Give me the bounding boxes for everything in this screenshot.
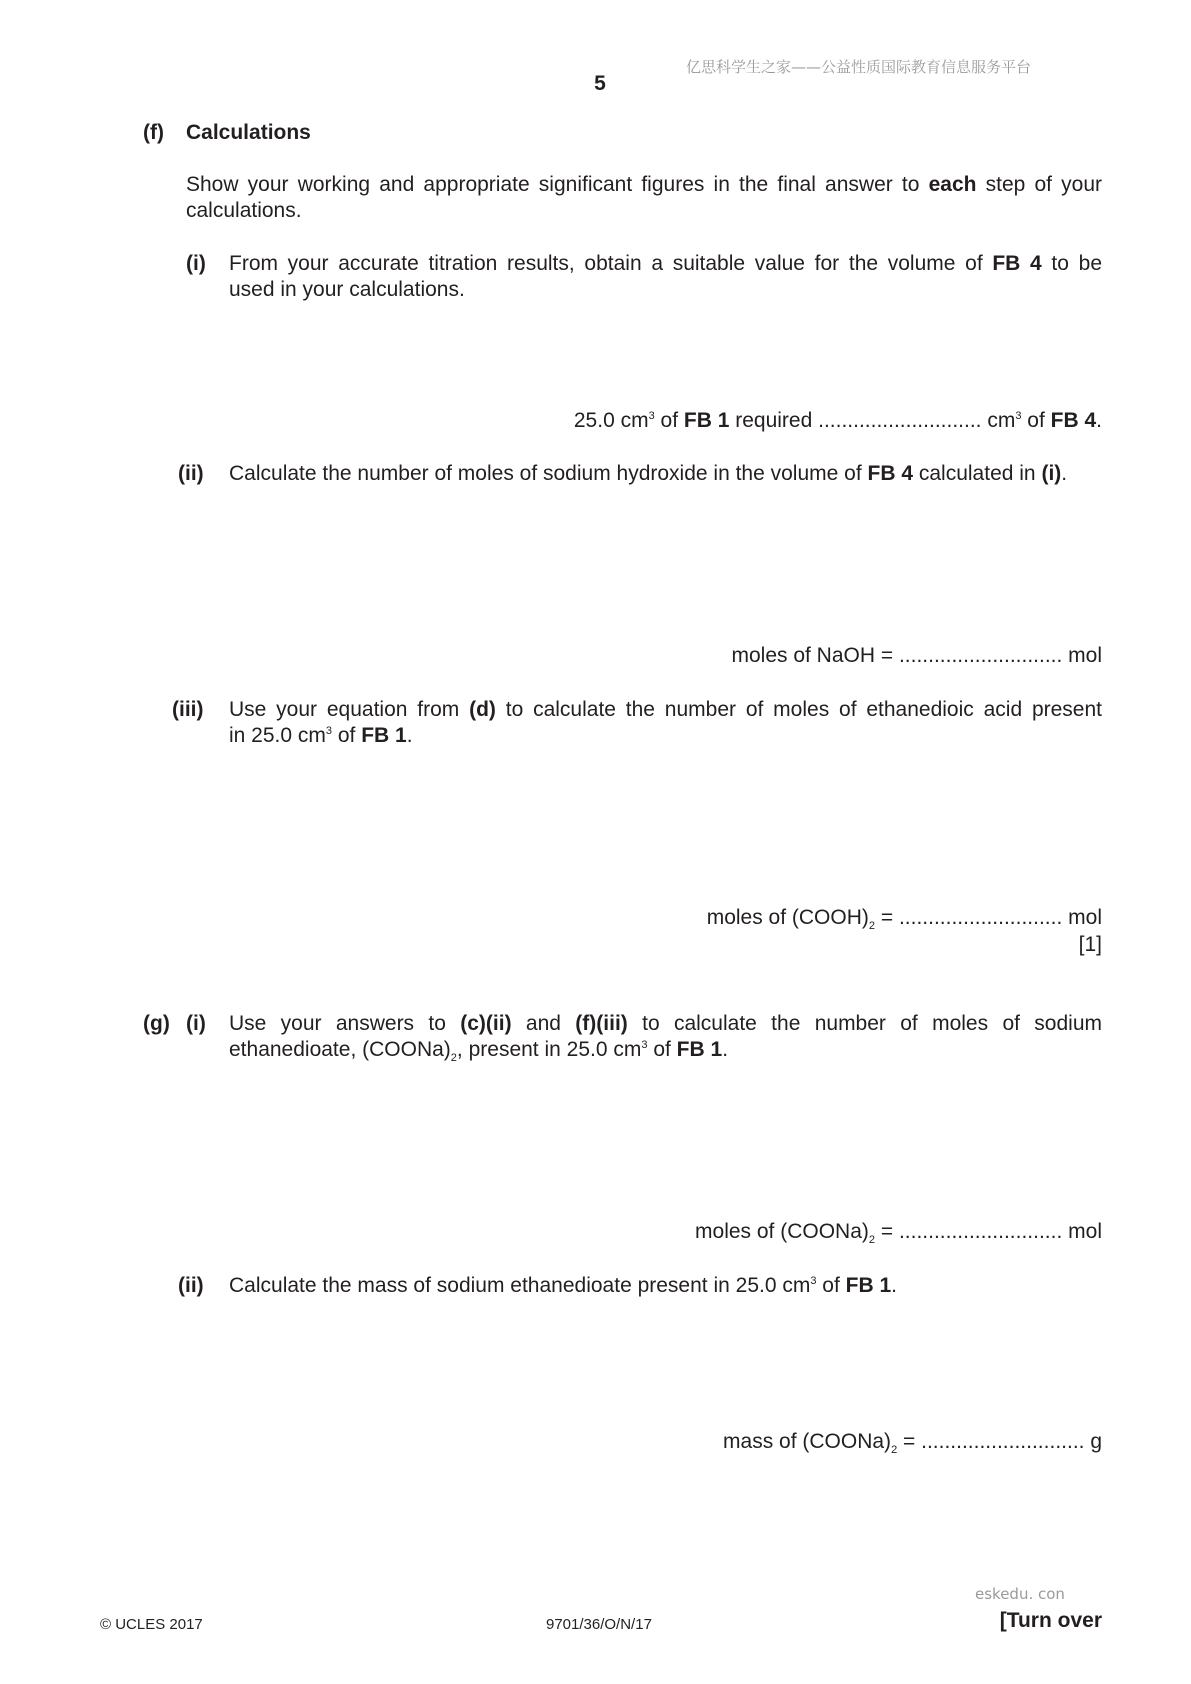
header-watermark: 亿思科学生之家——公益性质国际教育信息服务平台 [686, 58, 1032, 76]
g-ii-text: Calculate the mass of sodium ethanedioate present in 25.0 $cm^3$ of FB 1. [229, 1274, 898, 1297]
footer-copyright: © UCLES 2017 [100, 1616, 203, 1633]
g-i-text-line2: ethanedioate, $(COONa)_2$, present in 25.0 $cm^3$ of FB 1. [229, 1038, 729, 1064]
f-iii-text-line2: in 25.0 $cm^3$ of FB 1. [229, 724, 413, 747]
f-i-text-line2: used in your calculations. [229, 278, 465, 301]
f-iii-marks: [1] [1078, 933, 1102, 956]
f-i-answer-line: 25.0 $cm^3$ of FB 1 required ............................ $cm^3$ of FB 4. [573, 409, 1102, 432]
f-instruction-line1: Show your working and appropriate significant figures in the final answer to each step of your [186, 173, 1102, 196]
footer-paper-code: 9701/36/O/N/17 [546, 1616, 652, 1633]
footer-watermark: eskedu. con [975, 1585, 1065, 1603]
f-i-label: (i) [186, 252, 206, 275]
f-instruction-line2: calculations. [186, 199, 302, 222]
g-i-label: (i) [186, 1012, 206, 1035]
question-f-title: Calculations [186, 121, 311, 144]
g-ii-answer-line: mass of $(COONa)_2$ = ............................ g [723, 1430, 1102, 1456]
g-i-answer-line: moles of $(COONa)_2$ = ............................ mol [695, 1220, 1102, 1246]
f-iii-answer-line: moles of $(COOH)_2$ = ............................ mol [706, 906, 1102, 932]
g-ii-label: (ii) [178, 1274, 204, 1297]
question-g-label: (g) [143, 1012, 170, 1035]
f-ii-label: (ii) [178, 462, 204, 485]
f-ii-text: Calculate the number of moles of sodium hydroxide in the volume of FB 4 calculated in (i). [229, 462, 1068, 485]
f-ii-answer-line: moles of NaOH = ............................ mol [731, 644, 1102, 667]
g-i-text-line1: Use your answers to (c)(ii) and (f)(iii) to calculate the number of moles of sodium [229, 1012, 1102, 1035]
f-iii-label: (iii) [172, 698, 204, 721]
f-iii-text-line1: Use your equation from (d) to calculate the number of moles of ethanedioic acid present [229, 698, 1102, 721]
page-number: 5 [594, 72, 606, 95]
question-f-label: (f) [143, 121, 164, 144]
footer-turn-over: [Turn over [999, 1609, 1102, 1632]
f-i-text-line1: From your accurate titration results, obtain a suitable value for the volume of FB 4 to be [229, 252, 1102, 275]
